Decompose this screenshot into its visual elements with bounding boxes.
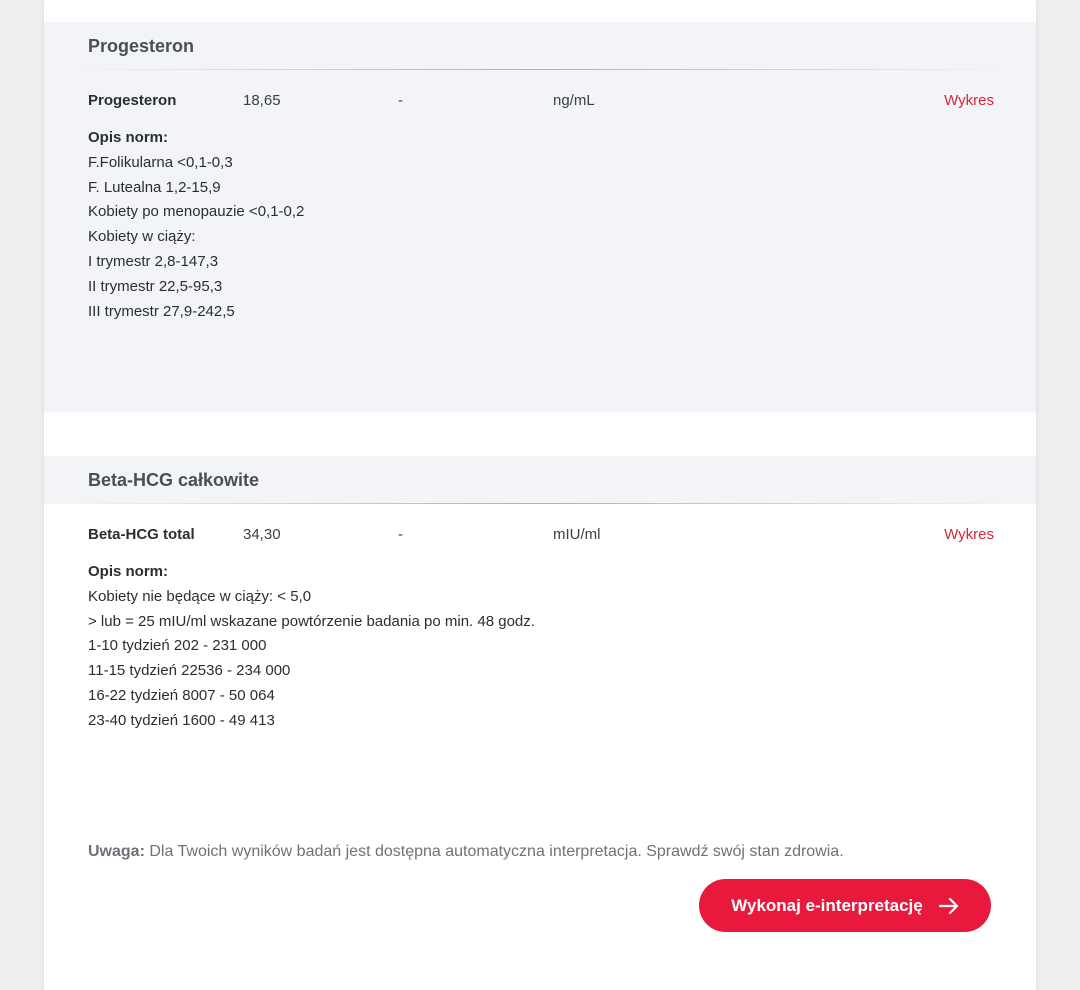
norm-line: Kobiety po menopauzie <0,1-0,2 bbox=[88, 203, 305, 221]
norms-description bbox=[88, 560, 535, 734]
norms-title: Opis norm: bbox=[88, 563, 169, 580]
norm-line: 23-40 tydzień 1600 - 49 413 bbox=[88, 711, 275, 729]
section-header-beta-hcg bbox=[44, 456, 1036, 504]
section-body-beta-hcg bbox=[44, 504, 1036, 804]
e-interpretation-button-label: Wykonaj e-interpretację bbox=[731, 895, 923, 915]
note-label: Uwaga: bbox=[88, 843, 145, 860]
norms-title: Opis norm: bbox=[88, 129, 169, 146]
norm-line: 11-15 tydzień 22536 - 234 000 bbox=[88, 662, 291, 680]
result-value: 18,65 bbox=[243, 92, 281, 109]
norm-line: I trymestr 2,8-147,3 bbox=[88, 252, 219, 270]
note-text: Dla Twoich wyników badań jest dostępna automatyczna interpretacja. Sprawdź swój stan zdrowia. bbox=[149, 843, 844, 860]
norms-description bbox=[88, 126, 304, 324]
result-row bbox=[88, 526, 994, 546]
result-range: - bbox=[398, 526, 403, 543]
norm-line: F. Lutealna 1,2-15,9 bbox=[88, 178, 221, 196]
norm-line: Kobiety nie będące w ciąży: < 5,0 bbox=[88, 587, 312, 605]
norm-line: II trymestr 22,5-95,3 bbox=[88, 277, 223, 295]
result-name: Progesteron bbox=[88, 92, 177, 109]
norm-line: 16-22 tydzień 8007 - 50 064 bbox=[88, 686, 275, 704]
section-title: Progesteron bbox=[88, 36, 195, 56]
result-name: Beta-HCG total bbox=[88, 526, 195, 543]
norm-line: > lub = 25 mIU/ml wskazane powtórzenie badania po min. 48 godz. bbox=[88, 612, 535, 630]
section-title: Beta-HCG całkowite bbox=[88, 470, 260, 490]
results-card bbox=[44, 0, 1036, 990]
chart-link[interactable]: Wykres bbox=[944, 526, 994, 543]
result-row bbox=[88, 92, 994, 112]
result-unit: ng/mL bbox=[553, 92, 595, 109]
result-range: - bbox=[398, 92, 403, 109]
norm-line: F.Folikularna <0,1-0,3 bbox=[88, 153, 233, 171]
result-value: 34,30 bbox=[243, 526, 281, 543]
chart-link[interactable]: Wykres bbox=[944, 92, 994, 109]
norm-line: III trymestr 27,9-242,5 bbox=[88, 302, 235, 320]
e-interpretation-button[interactable] bbox=[699, 879, 991, 932]
result-unit: mIU/ml bbox=[553, 526, 601, 543]
norm-line: 1-10 tydzień 202 - 231 000 bbox=[88, 637, 267, 655]
norm-line: Kobiety w ciąży: bbox=[88, 228, 196, 246]
interpretation-note bbox=[88, 843, 844, 861]
section-header-progesteron bbox=[44, 22, 1036, 70]
arrow-right-icon bbox=[939, 897, 959, 915]
section-body-progesteron bbox=[44, 70, 1036, 412]
